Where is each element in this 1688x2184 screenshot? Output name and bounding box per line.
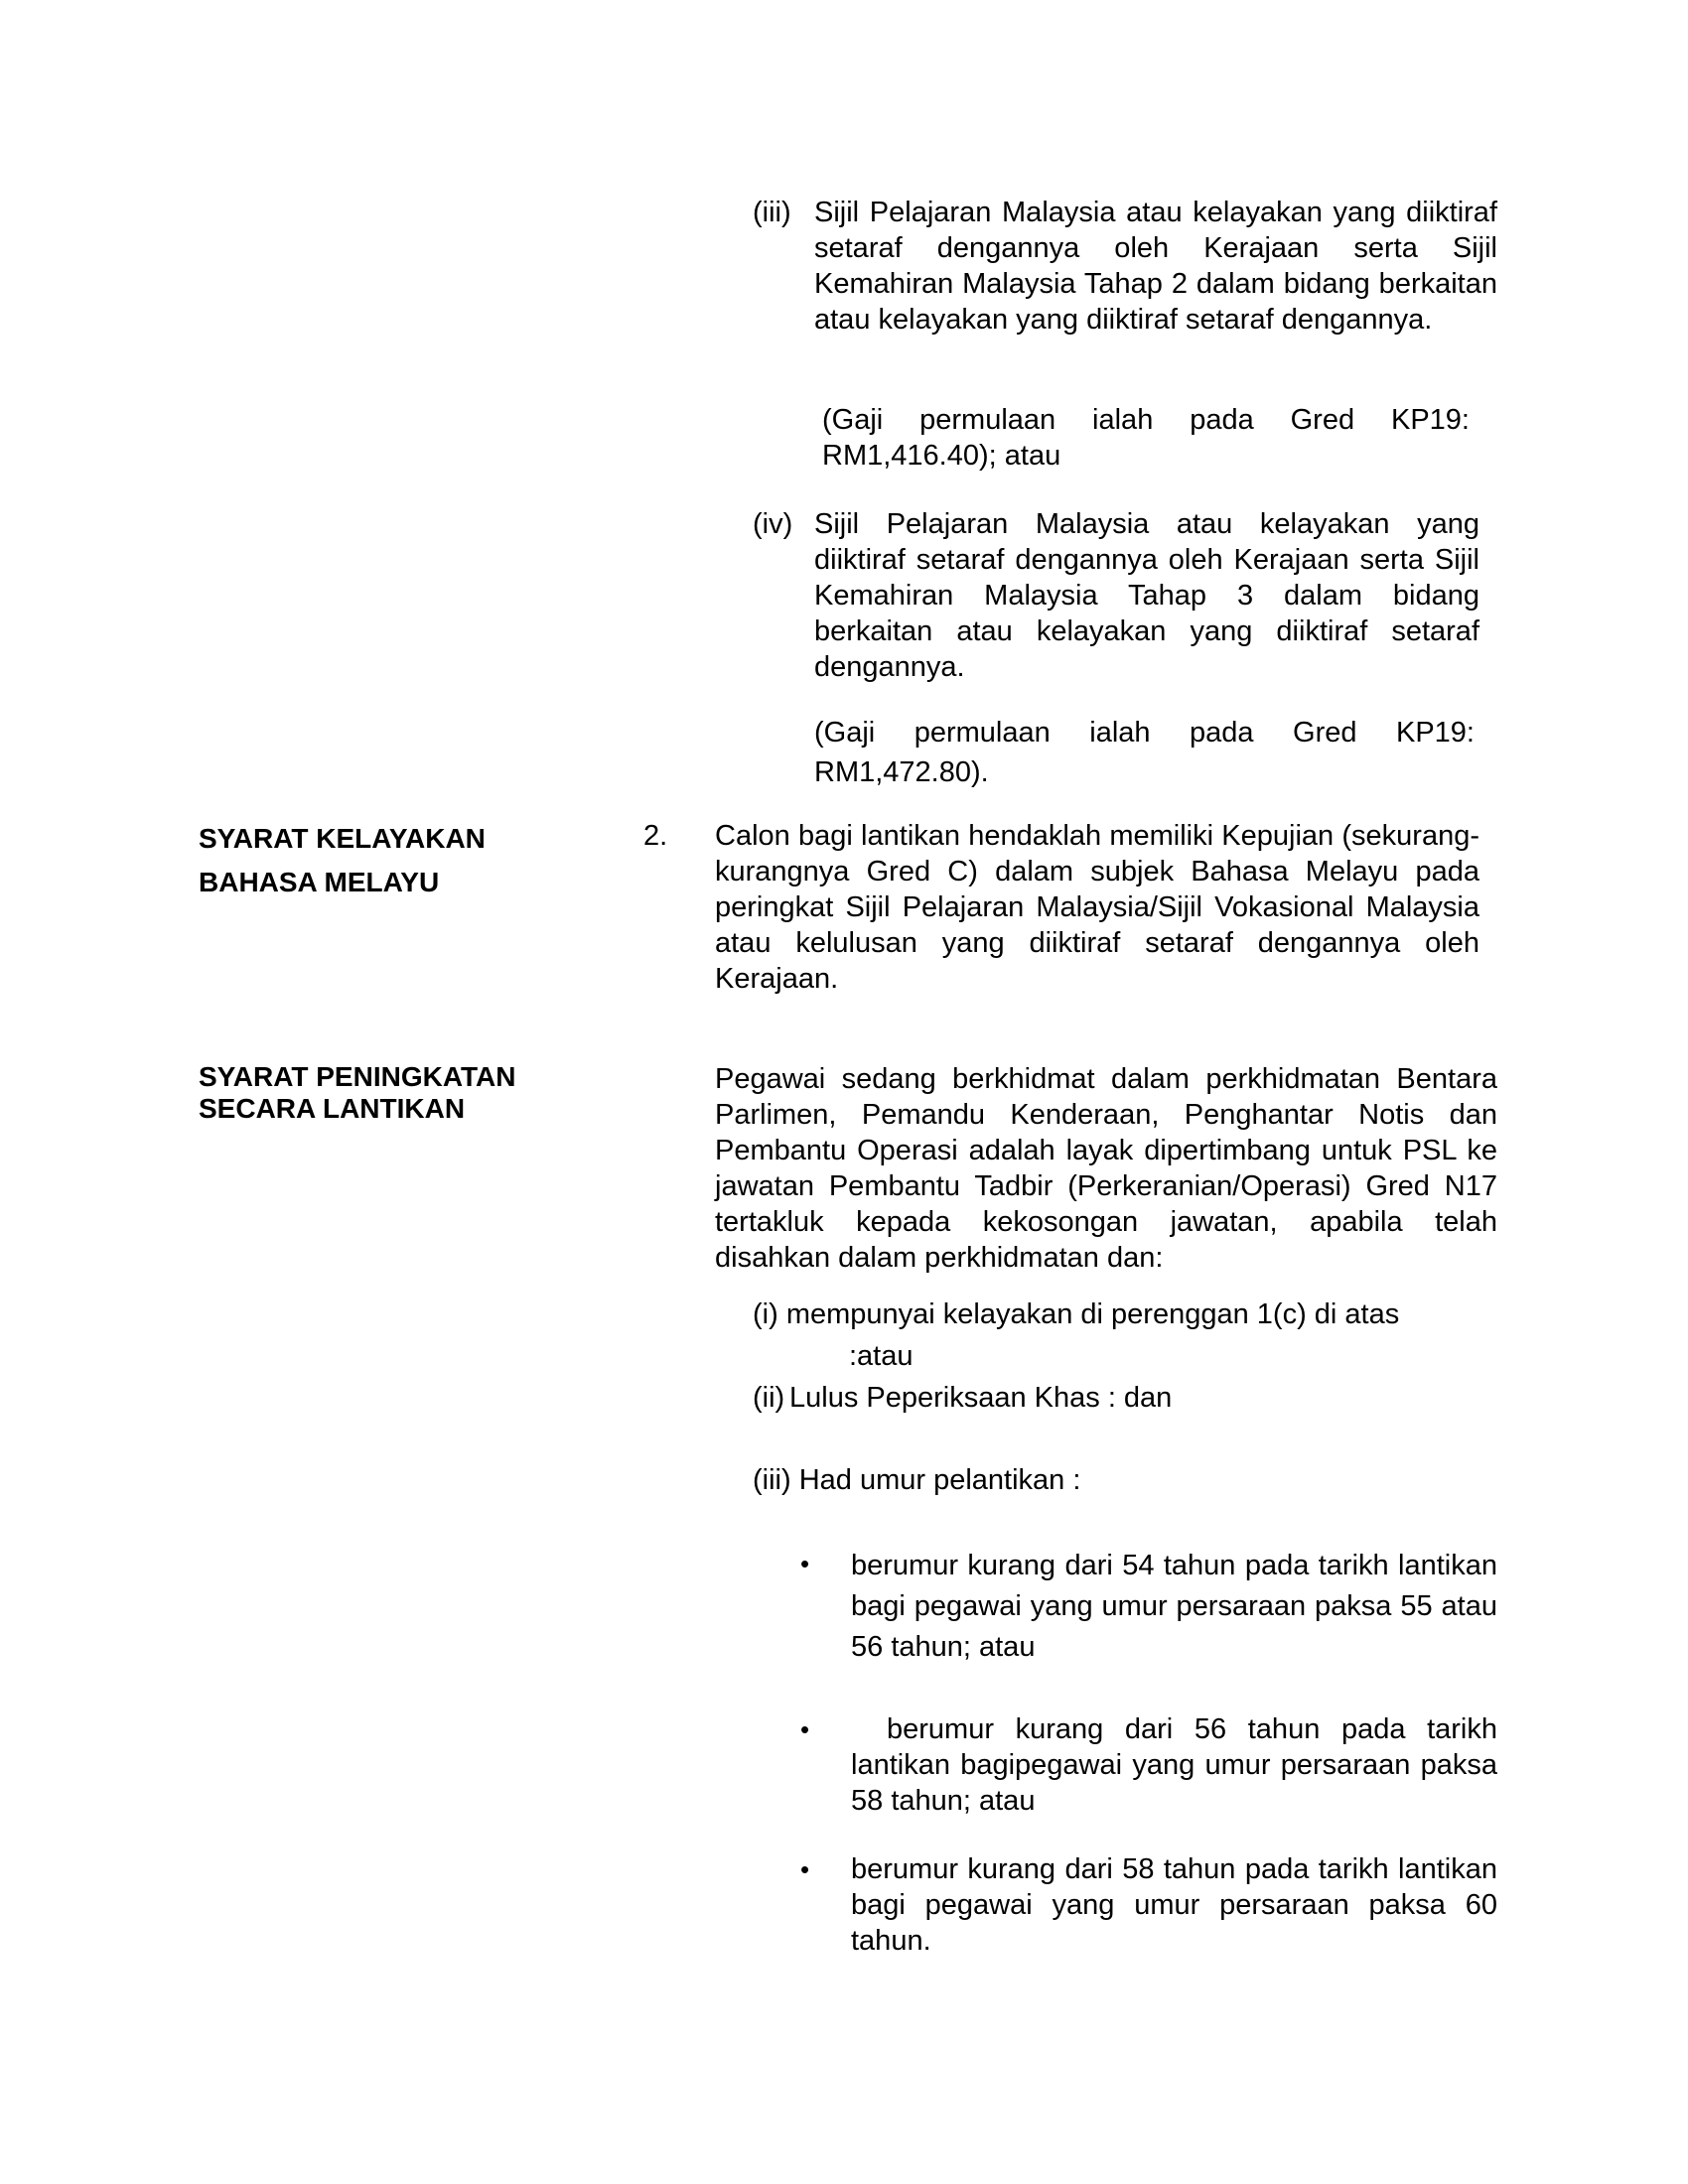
item-iv-label: (iv) (753, 508, 793, 540)
bullet-3-text: berumur kurang dari 58 tahun pada tarikh lantikan bagi pegawai yang umur persaraan paksa 60 tahun. (851, 1853, 1497, 1957)
section2-heading (199, 817, 486, 904)
section2-text: Calon bagi lantikan hendaklah memiliki Kepujian (sekurang-kurangnya Gred C) dalam subjek Bahasa Melayu pada peringkat Sijil Pelajaran Malaysia/Sijil Vokasional Malaysia atau kelulusan yang diiktiraf setaraf dengannya oleh Kerajaan. (715, 820, 1479, 995)
section3-sub-i: (i) mempunyai kelayakan di perenggan 1(c) di atas (753, 1298, 1400, 1330)
section3-sub-ii-text: Lulus Peperiksaan Khas : dan (789, 1382, 1173, 1414)
section3-sub-ii-label: (ii) (753, 1382, 785, 1414)
bullet-2-text: berumur kurang dari 56 tahun pada tarikh lantikan bagipegawai yang umur persaraan paksa 58 tahun; atau (851, 1713, 1497, 1817)
item-iii-salary-line2: RM1,416.40); atau (822, 440, 1061, 472)
item-iv-salary (814, 713, 1475, 792)
section3-heading-line2: SECARA LANTIKAN (199, 1093, 466, 1124)
item-iii-label: (iii) (753, 197, 791, 228)
item-iv-salary-line1: (Gaji permulaan ialah pada Gred KP19: (814, 717, 1475, 749)
item-iii-salary (822, 402, 1470, 474)
section3-sub-i-cont: :atau (849, 1340, 914, 1372)
section2-heading-line2: BAHASA MELAYU (199, 867, 440, 897)
item-iii-text: Sijil Pelajaran Malaysia atau kelayakan yang diiktiraf setaraf dengannya oleh Kerajaan serta Sijil Kemahiran Malaysia Tahap 2 dalam bidang berkaitan atau kelayakan yang diiktiraf setaraf dengannya. (814, 197, 1497, 336)
item-iv-salary-line2: RM1,472.80). (814, 756, 989, 788)
item-iv-text: Sijil Pelajaran Malaysia atau kelayakan yang diiktiraf setaraf dengannya oleh Kerajaan serta Sijil Kemahiran Malaysia Tahap 3 dalam bidang berkaitan atau kelayakan yang diiktiraf setaraf dengannya. (814, 508, 1479, 683)
item-iii-salary-line1: (Gaji permulaan ialah pada Gred KP19: (822, 404, 1470, 436)
bullet-3-symbol: • (800, 1854, 810, 1884)
section3-heading-line1: SYARAT PENINGKATAN (199, 1061, 516, 1092)
section3-heading (199, 1061, 515, 1125)
section3-sub-iii: (iii) Had umur pelantikan : (753, 1464, 1081, 1496)
section3-text: Pegawai sedang berkhidmat dalam perkhidmatan Bentara Parlimen, Pemandu Kenderaan, Penghantar Notis dan Pembantu Operasi adalah layak dipertimbang untuk PSL ke jawatan Pembantu Tadbir (Perkeranian/Operasi) Gred N17 tertakluk kepada kekosongan jawatan, apabila telah disahkan dalam perkhidmatan dan: (715, 1063, 1497, 1274)
bullet-1-text: berumur kurang dari 54 tahun pada tarikh lantikan bagi pegawai yang umur persaraan paksa 55 atau 56 tahun; atau (851, 1550, 1497, 1663)
bullet-1-symbol: • (800, 1549, 810, 1578)
section2-heading-line1: SYARAT KELAYAKAN (199, 823, 486, 854)
bullet-2-symbol: • (800, 1714, 810, 1744)
section2-number: 2. (643, 820, 668, 852)
